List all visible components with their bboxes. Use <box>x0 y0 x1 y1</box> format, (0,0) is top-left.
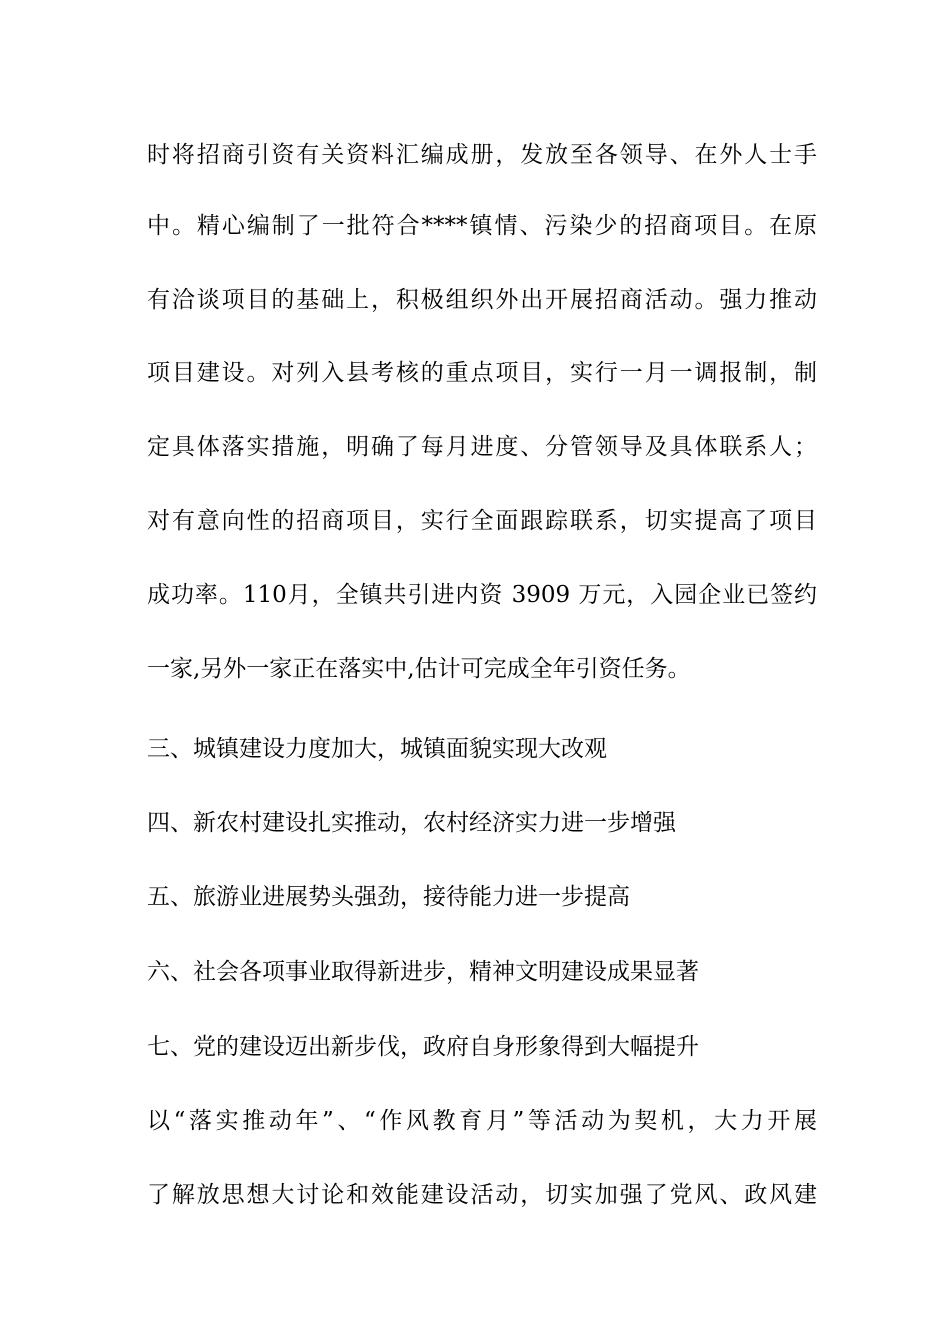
paragraph-line: 项目建设。对列入县考核的重点项目，实行一月一调报制，制 <box>147 360 817 386</box>
paragraph-line: 成功率。110月，全镇共引进内资 3909 万元，入园企业已签约 <box>147 582 817 608</box>
paragraph-line: 以“落实推动年”、“作风教育月”等活动为契机，大力开展 <box>147 1108 817 1134</box>
section-heading: 四、新农村建设扎实推动，农村经济实力进一步增强 <box>147 810 676 836</box>
section-heading: 五、旅游业进展势头强劲，接待能力进一步提高 <box>147 884 630 910</box>
section-heading: 三、城镇建设力度加大，城镇面貌实现大改观 <box>147 736 607 762</box>
section-heading: 七、党的建设迈出新步伐，政府自身形象得到大幅提升 <box>147 1034 699 1060</box>
paragraph-line: 定具体落实措施，明确了每月进度、分管领导及具体联系人； <box>147 434 817 460</box>
paragraph-line: 中。精心编制了一批符合****镇情、污染少的招商项目。在原 <box>147 213 817 239</box>
paragraph-line: 时将招商引资有关资料汇编成册，发放至各领导、在外人士手 <box>147 142 817 168</box>
section-heading: 六、社会各项事业取得新进步，精神文明建设成果显著 <box>147 959 699 985</box>
paragraph-line: 一家,另外一家正在落实中,估计可完成全年引资任务。 <box>147 656 691 682</box>
paragraph-line: 有洽谈项目的基础上，积极组织外出开展招商活动。强力推动 <box>147 287 817 313</box>
paragraph-line: 对有意向性的招商项目，实行全面跟踪联系，切实提高了项目 <box>147 508 817 534</box>
paragraph-line: 了解放思想大讨论和效能建设活动，切实加强了党风、政风建 <box>147 1182 817 1208</box>
